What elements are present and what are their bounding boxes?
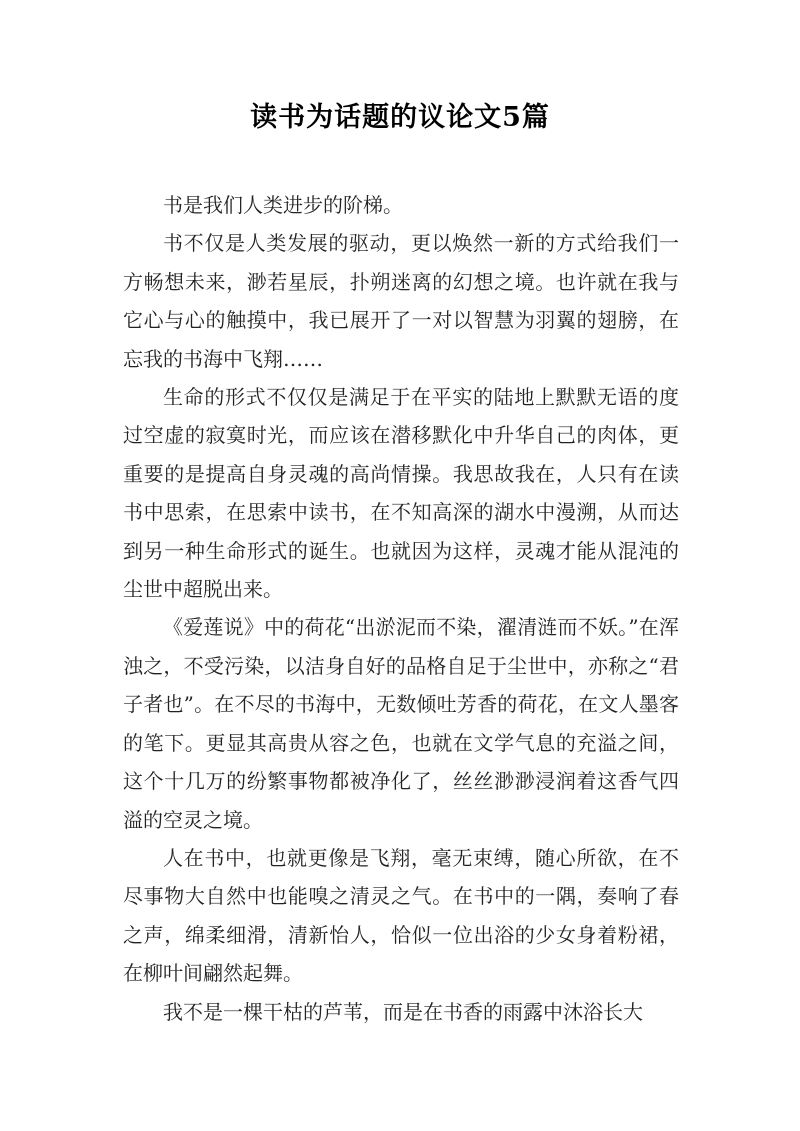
paragraph: 生命的形式不仅仅是满足于在平实的陆地上默默无语的度过空虚的寂寞时光，而应该在潜移默化中升华自己的肉体，更重要的是提高自身灵魂的高尚情操。我思故我在，人只有在读书中思索，在思索中读书，在不知高深的湖水中漫溯，从而达到另一种生命形式的诞生。也就因为这样，灵魂才能从混沌的尘世中超脱出来。 xyxy=(123,385,679,602)
document-title: 读书为话题的议论文5篇 xyxy=(250,102,550,133)
paragraph: 书是我们人类进步的阶梯。 xyxy=(163,193,403,217)
paragraph: 我不是一棵干枯的芦苇，而是在书香的雨露中沐浴长大 xyxy=(163,999,643,1024)
paragraph: 人在书中，也就更像是飞翔，毫无束缚，随心所欲，在不尽事物大自然中也能嗅之清灵之气。在书中的一隅，奏响了春之声，绵柔细滑，清新怡人，恰似一位出浴的少女身着粉裙，在柳叶间翩然起舞。 xyxy=(123,845,679,986)
paragraph: 书不仅是人类发展的驱动，更以焕然一新的方式给我们一方畅想未来，渺若星辰，扑朔迷离的幻想之境。也许就在我与它心与心的触摸中，我已展开了一对以智慧为羽翼的翅膀，在忘我的书海中飞翔…… xyxy=(123,231,679,371)
paragraph: 《爱莲说》中的荷花“出淤泥而不染，濯清涟而不妖。”在浑浊之，不受污染，以洁身自好的品格自足于尘世中，亦称之“君子者也”。在不尽的书海中，无数倾吐芳香的荷花，在文人墨客的笔下。更显其高贵从容之色，也就在文学气息的充溢之间，这个十几万的纷繁事物都被净化了，丝丝渺渺浸润着这香气四溢的空灵之境。 xyxy=(123,615,679,832)
document-body xyxy=(123,186,679,1031)
